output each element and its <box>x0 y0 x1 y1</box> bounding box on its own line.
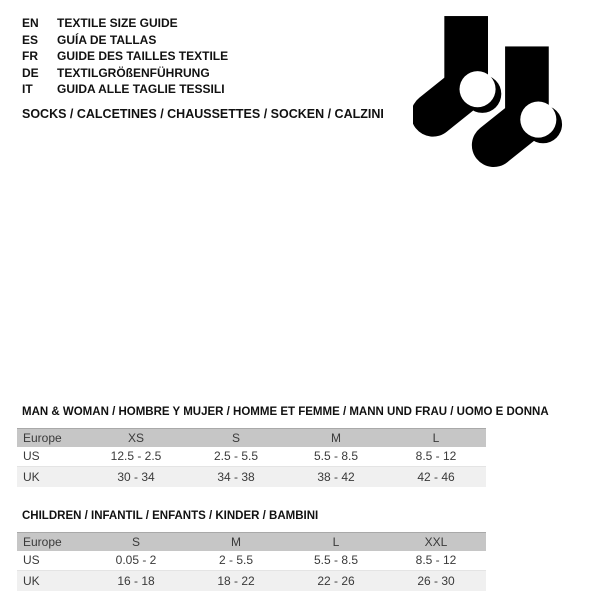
size-cell: 2.5 - 5.5 <box>213 449 259 464</box>
column-header-region: Europe <box>23 534 62 549</box>
region-cell: UK <box>23 469 40 484</box>
size-cell: 8.5 - 12 <box>415 449 457 464</box>
size-cell: 42 - 46 <box>417 469 455 484</box>
language-label: GUÍA DE TALLAS <box>57 32 157 47</box>
language-row-en <box>22 15 228 32</box>
adult-table-title: MAN & WOMAN / HOMBRE Y MUJER / HOMME ET FEMME / MANN UND FRAU / UOMO E DONNA <box>22 406 549 418</box>
size-table-children <box>17 510 486 591</box>
size-cell: 30 - 34 <box>117 469 155 484</box>
size-cell: 2 - 5.5 <box>218 553 254 568</box>
column-header-size: M <box>231 534 241 549</box>
column-header-region: Europe <box>23 430 62 445</box>
language-label: GUIDA ALLE TAGLIE TESSILI <box>57 82 225 97</box>
language-row-fr <box>22 48 228 65</box>
size-cell: 12.5 - 2.5 <box>110 449 162 464</box>
language-list <box>22 15 228 98</box>
size-cell: 16 - 18 <box>117 573 155 588</box>
size-cell: 38 - 42 <box>317 469 355 484</box>
size-table-adult <box>17 406 549 487</box>
language-code: IT <box>22 82 33 97</box>
size-cell: 5.5 - 8.5 <box>313 553 359 568</box>
table-header-row <box>17 429 486 447</box>
table-row-uk <box>17 571 486 591</box>
children-table-title: CHILDREN / INFANTIL / ENFANTS / KINDER / BAMBINI <box>22 510 319 522</box>
column-header-size: M <box>331 430 341 445</box>
column-header-size: S <box>231 430 240 445</box>
region-cell: US <box>23 449 40 464</box>
language-row-it <box>22 81 228 98</box>
table-row-us <box>17 447 486 467</box>
language-label: TEXTILE SIZE GUIDE <box>57 16 178 30</box>
socks-icon <box>413 16 563 168</box>
adult-size-table <box>17 428 486 487</box>
language-code: DE <box>22 65 39 80</box>
table-row-uk <box>17 467 486 487</box>
size-cell: 5.5 - 8.5 <box>313 449 359 464</box>
column-header-size: XS <box>127 430 144 445</box>
size-cell: 34 - 38 <box>217 469 255 484</box>
language-label: GUIDE DES TAILLES TEXTILE <box>57 49 229 64</box>
column-header-size: S <box>131 534 140 549</box>
table-header-row <box>17 533 486 551</box>
column-header-size: XXL <box>424 534 448 549</box>
size-cell: 26 - 30 <box>417 573 455 588</box>
language-row-de <box>22 65 228 82</box>
language-row-es <box>22 32 228 49</box>
size-cell: 8.5 - 12 <box>415 553 457 568</box>
region-cell: US <box>23 553 40 568</box>
size-cell: 18 - 22 <box>217 573 255 588</box>
column-header-size: L <box>432 430 440 445</box>
size-cell: 22 - 26 <box>317 573 355 588</box>
size-cell: 0.05 - 2 <box>115 553 157 568</box>
language-code: FR <box>22 49 38 64</box>
language-code: EN <box>22 16 39 30</box>
column-header-size: L <box>332 534 340 549</box>
children-size-table <box>17 532 486 591</box>
table-row-us <box>17 551 486 571</box>
region-cell: UK <box>23 573 40 588</box>
socks-icon-svg <box>413 16 563 168</box>
language-label: TEXTILGRÖßENFÜHRUNG <box>57 65 210 80</box>
category-title: SOCKS / CALCETINES / CHAUSSETTES / SOCKEN / CALZINI <box>22 107 384 121</box>
language-code: ES <box>22 32 39 47</box>
